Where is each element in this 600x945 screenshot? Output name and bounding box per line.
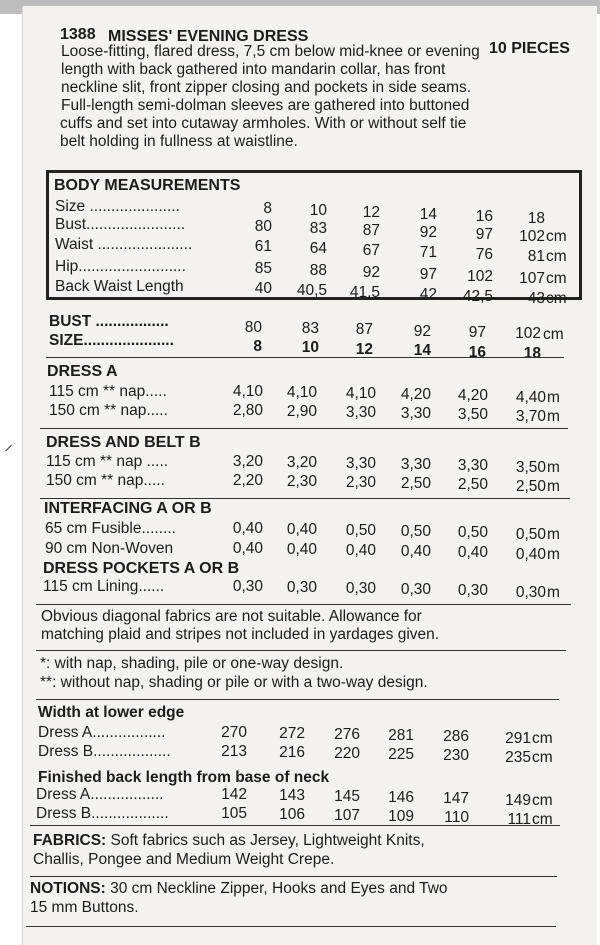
cell-value: 0,50 <box>345 522 376 539</box>
cell-value: 235 <box>505 749 531 766</box>
row-label: Bust....................... <box>55 216 186 233</box>
cell-value: 3,30 <box>400 456 431 473</box>
row-label: 115 cm Lining...... <box>43 578 165 595</box>
cell-value: 0,50 <box>515 526 546 543</box>
cell-value: 67 <box>362 242 380 259</box>
cell-value: 3,70 <box>515 408 546 425</box>
bust-value: 102 <box>515 325 541 342</box>
row-label: 115 cm ** nap ..... <box>46 453 169 470</box>
row-label: Dress B.................. <box>36 805 169 822</box>
description-line: length with back gathered into mandarin collar, has front <box>61 61 446 78</box>
cell-value: 10 <box>309 202 327 219</box>
row-label: Size ..................... <box>55 198 180 215</box>
bust-value: 97 <box>468 323 486 341</box>
cell-unit: m <box>547 389 560 406</box>
dress-a-heading: DRESS A <box>47 363 118 380</box>
notions-text-1: 30 cm Neckline Zipper, Hooks and Eyes and Two <box>105 880 448 897</box>
divider <box>26 926 556 927</box>
without-nap-note: **: without nap, shading or pile or with a two-way design. <box>40 674 428 691</box>
cell-value: 0,40 <box>232 520 263 537</box>
cell-value: 0,30 <box>515 584 546 601</box>
cell-value: 110 <box>444 809 469 826</box>
cell-value: 143 <box>279 787 305 804</box>
cell-unit: m <box>547 546 560 563</box>
cell-value: 0,40 <box>345 542 376 559</box>
cell-value: 0,40 <box>286 541 317 558</box>
cell-value: 18 <box>527 210 545 227</box>
cell-value: 4,40 <box>515 389 546 406</box>
cell-unit: m <box>547 459 560 476</box>
cell-value: 4,20 <box>457 387 488 404</box>
row-label: 65 cm Fusible........ <box>45 520 176 537</box>
row-label: Dress B.................. <box>38 743 171 760</box>
cell-value: 0,40 <box>515 546 546 563</box>
fabrics-line-1 <box>33 832 425 849</box>
cell-value: 3,30 <box>345 455 376 472</box>
cell-value: 2,20 <box>232 472 263 489</box>
cell-value: 0,30 <box>400 581 431 598</box>
fabrics-text-1: Soft fabrics such as Jersey, Lightweight Knits, <box>106 832 425 849</box>
pattern-number: 1388 <box>60 26 96 43</box>
cell-value: 142 <box>221 786 247 803</box>
cell-value: 107 <box>519 270 545 287</box>
cell-value: 0,40 <box>400 543 431 560</box>
divider <box>40 428 568 429</box>
cell-value: 102 <box>467 268 493 285</box>
cell-unit: cm <box>532 730 553 747</box>
cell-value: 105 <box>221 805 247 822</box>
cell-value: 147 <box>443 790 469 807</box>
cell-value: 272 <box>279 725 305 742</box>
cell-value: 3,30 <box>400 405 431 422</box>
cell-value: 97 <box>475 226 493 243</box>
dress-belt-b-heading: DRESS AND BELT B <box>46 434 201 451</box>
description-line: neckline slit, front zipper closing and pockets in side seams. <box>61 79 472 96</box>
cell-value: 213 <box>221 743 247 760</box>
cell-value: 106 <box>279 806 305 823</box>
cell-value: 146 <box>388 789 414 806</box>
cell-value: 270 <box>221 724 247 741</box>
cell-value: 230 <box>443 747 469 764</box>
cell-unit: cm <box>532 811 553 828</box>
cell-value: 0,50 <box>457 524 488 541</box>
bust-value: 83 <box>301 320 319 338</box>
divider <box>30 876 557 877</box>
row-label: 90 cm Non-Woven <box>45 540 174 557</box>
cell-value: 40,5 <box>296 282 327 299</box>
width-lower-edge-heading: Width at lower edge <box>38 704 185 721</box>
row-label: Dress A................. <box>38 724 166 741</box>
notions-text-2: 15 mm Buttons. <box>30 899 139 916</box>
cell-value: 220 <box>334 745 360 762</box>
cell-unit: cm <box>546 248 567 265</box>
size-value: 14 <box>413 342 431 360</box>
interfacing-heading: INTERFACING A OR B <box>44 500 212 517</box>
row-label: Back Waist Length <box>55 278 184 295</box>
cell-unit: cm <box>532 792 553 809</box>
cell-value: 0,40 <box>232 540 263 557</box>
cell-value: 92 <box>362 264 380 281</box>
cell-value: 0,40 <box>457 544 488 561</box>
cell-unit: cm <box>546 228 567 245</box>
plaid-note: matching plaid and stripes not included in yardages given. <box>41 626 440 643</box>
description-line: Loose-fitting, flared dress, 7,5 cm below mid-knee or evening <box>61 43 480 60</box>
cell-value: 2,90 <box>286 403 317 420</box>
divider <box>36 650 566 651</box>
cell-unit: cm <box>546 290 567 307</box>
cell-value: 71 <box>419 244 437 261</box>
fabrics-text-2: Challis, Pongee and Medium Weight Crepe. <box>33 851 335 868</box>
size-value: 12 <box>355 340 373 358</box>
row-label: Waist ...................... <box>55 236 193 253</box>
divider <box>36 604 571 605</box>
cell-value: 80 <box>254 218 272 235</box>
cell-value: 2,80 <box>232 402 263 419</box>
cell-value: 4,10 <box>286 384 317 401</box>
cell-value: 92 <box>419 224 437 241</box>
cell-unit: m <box>547 408 560 425</box>
cell-value: 102 <box>519 228 545 245</box>
divider <box>30 825 560 826</box>
cell-value: 42 <box>419 286 437 303</box>
cell-value: 145 <box>334 788 360 805</box>
bust-label: BUST ................. <box>49 313 169 330</box>
cell-value: 87 <box>362 222 380 239</box>
cell-unit: m <box>547 584 560 601</box>
cell-value: 3,30 <box>345 404 376 421</box>
back-length-heading: Finished back length from base of neck <box>38 769 330 786</box>
cell-unit: m <box>547 526 560 543</box>
cell-value: 41,5 <box>349 284 380 301</box>
description-line: belt holding in fullness at waistline. <box>60 133 298 150</box>
cell-value: 149 <box>505 792 531 809</box>
size-label: SIZE..................... <box>49 332 174 349</box>
bust-value: 92 <box>413 322 431 340</box>
cell-value: 107 <box>334 807 360 824</box>
pieces-count: 10 PIECES <box>489 40 570 57</box>
cell-unit: cm <box>546 270 567 287</box>
page-title: MISSES' EVENING DRESS <box>108 28 309 45</box>
notions-line-1 <box>30 880 448 897</box>
row-label: Dress A................. <box>36 786 164 803</box>
cell-value: 276 <box>334 726 360 743</box>
description-line: cuffs and set into cutaway armholes. With or without self tie <box>60 115 467 132</box>
cell-value: 0,30 <box>345 580 376 597</box>
cell-value: 0,30 <box>232 578 263 595</box>
row-label: 150 cm ** nap..... <box>46 472 165 489</box>
cell-value: 42,5 <box>462 288 493 305</box>
cell-value: 2,50 <box>515 478 546 495</box>
divider <box>40 498 570 499</box>
row-label: Hip......................... <box>55 258 186 275</box>
with-nap-note: *: with nap, shading, pile or one-way design. <box>40 655 344 672</box>
fabrics-label: FABRICS: <box>33 832 107 849</box>
cell-value: 64 <box>309 240 327 257</box>
cell-value: 4,20 <box>400 386 431 403</box>
cell-value: 3,20 <box>232 453 263 470</box>
cell-value: 3,30 <box>457 457 488 474</box>
row-label: 115 cm ** nap..... <box>49 383 167 400</box>
cell-value: 88 <box>309 262 327 279</box>
divider <box>36 699 559 700</box>
cell-value: 40 <box>254 280 272 297</box>
cell-value: 85 <box>254 260 272 277</box>
cell-value: 225 <box>388 746 414 763</box>
cell-value: 0,50 <box>400 523 431 540</box>
cell-value: 16 <box>475 208 493 225</box>
bust-unit: cm <box>543 326 564 343</box>
size-value: 18 <box>523 345 541 362</box>
pockets-heading: DRESS POCKETS A OR B <box>43 560 240 577</box>
cell-value: 83 <box>309 220 327 237</box>
cell-value: 281 <box>388 727 414 744</box>
cell-value: 76 <box>475 246 493 263</box>
row-label: 150 cm ** nap..... <box>49 402 168 419</box>
cell-value: 291 <box>505 730 531 747</box>
cell-value: 2,50 <box>457 476 488 493</box>
cell-value: 4,10 <box>345 385 376 402</box>
description-line: Full-length semi-dolman sleeves are gathered into buttoned <box>61 97 470 114</box>
divider <box>46 357 564 358</box>
cell-value: 109 <box>388 808 414 825</box>
cell-value: 61 <box>254 238 272 255</box>
cell-unit: cm <box>532 749 553 766</box>
cell-value: 3,50 <box>515 459 546 476</box>
notions-label: NOTIONS: <box>30 880 106 897</box>
cell-value: 43 <box>527 290 545 307</box>
cell-value: 3,20 <box>286 454 317 471</box>
size-value: 10 <box>301 339 319 357</box>
cell-value: 216 <box>279 744 305 761</box>
cell-value: 12 <box>362 204 380 221</box>
cell-value: 2,30 <box>345 474 376 491</box>
cell-value: 14 <box>419 206 437 223</box>
diagonal-fabric-note: Obvious diagonal fabrics are not suitable. Allowance for <box>41 608 422 625</box>
cell-value: 111 <box>507 811 531 828</box>
cell-value: 2,50 <box>400 475 431 492</box>
cell-value: 0,40 <box>286 521 317 538</box>
bust-value: 87 <box>355 321 373 339</box>
cell-value: 8 <box>263 200 272 217</box>
cell-unit: m <box>547 478 560 495</box>
bust-value: 80 <box>244 319 262 336</box>
pen-mark: ⸝ <box>4 434 13 454</box>
size-value: 16 <box>468 343 486 361</box>
cell-value: 81 <box>527 248 545 265</box>
cell-value: 3,50 <box>457 406 488 423</box>
cell-value: 286 <box>443 728 469 745</box>
cell-value: 4,10 <box>232 383 263 400</box>
cell-value: 0,30 <box>286 579 317 596</box>
cell-value: 0,30 <box>457 582 488 599</box>
body-measurements-heading: BODY MEASUREMENTS <box>54 177 241 194</box>
size-value: 8 <box>253 338 262 355</box>
cell-value: 97 <box>419 266 437 283</box>
cell-value: 2,30 <box>286 473 317 490</box>
